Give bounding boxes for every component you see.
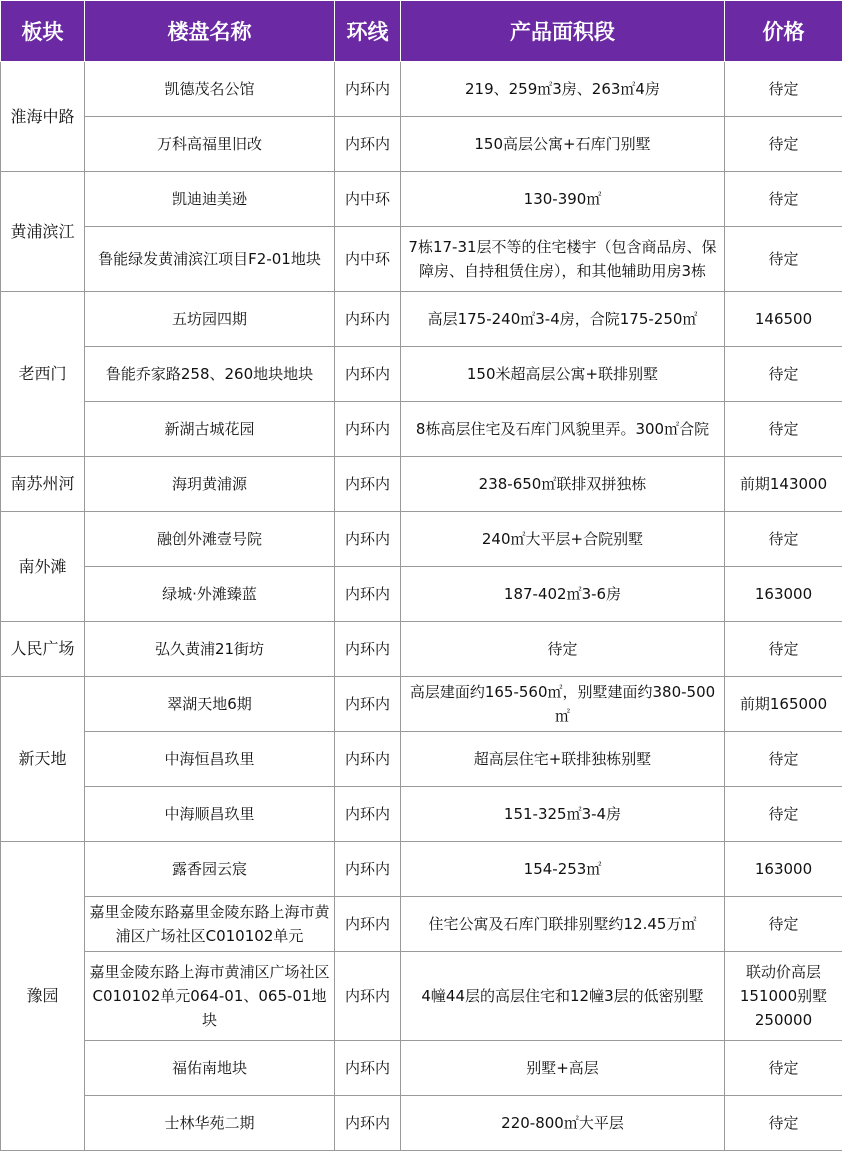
area-cell: 130-390㎡ bbox=[401, 172, 725, 227]
ring-cell: 内环内 bbox=[335, 402, 401, 457]
region-cell: 黄浦滨江 bbox=[1, 172, 85, 292]
project-name-cell: 万科高福里旧改 bbox=[85, 117, 335, 172]
project-name-cell: 翠湖天地6期 bbox=[85, 677, 335, 732]
ring-cell: 内环内 bbox=[335, 732, 401, 787]
price-cell: 联动价高层151000别墅250000 bbox=[725, 952, 842, 1041]
ring-cell: 内中环 bbox=[335, 227, 401, 292]
project-name-cell: 露香园云宸 bbox=[85, 842, 335, 897]
header-ring-road: 环线 bbox=[335, 1, 401, 62]
area-cell: 187-402㎡3-6房 bbox=[401, 567, 725, 622]
project-name-cell: 嘉里金陵东路嘉里金陵东路上海市黄浦区广场社区C010102单元 bbox=[85, 897, 335, 952]
area-cell: 7栋17-31层不等的住宅楼宇（包含商品房、保障房、自持租赁住房），和其他辅助用房3栋 bbox=[401, 227, 725, 292]
project-name-cell: 鲁能绿发黄浦滨江项目F2-01地块 bbox=[85, 227, 335, 292]
table-row bbox=[1, 512, 842, 567]
table-row bbox=[1, 622, 842, 677]
project-name-cell: 凯德茂名公馆 bbox=[85, 62, 335, 117]
project-name-cell: 融创外滩壹号院 bbox=[85, 512, 335, 567]
table-row bbox=[1, 952, 842, 1041]
area-cell: 8栋高层住宅及石库门风貌里弄。300㎡合院 bbox=[401, 402, 725, 457]
table-row bbox=[1, 1096, 842, 1151]
area-cell: 别墅+高层 bbox=[401, 1041, 725, 1096]
ring-cell: 内环内 bbox=[335, 1041, 401, 1096]
ring-cell: 内环内 bbox=[335, 1096, 401, 1151]
area-cell: 220-800㎡大平层 bbox=[401, 1096, 725, 1151]
header-project-name: 楼盘名称 bbox=[85, 1, 335, 62]
area-cell: 高层175-240㎡3-4房，合院175-250㎡ bbox=[401, 292, 725, 347]
area-cell: 4幢44层的高层住宅和12幢3层的低密别墅 bbox=[401, 952, 725, 1041]
area-cell: 待定 bbox=[401, 622, 725, 677]
area-cell: 150米超高层公寓+联排别墅 bbox=[401, 347, 725, 402]
area-cell: 238-650㎡联排双拼独栋 bbox=[401, 457, 725, 512]
area-cell: 150高层公寓+石库门别墅 bbox=[401, 117, 725, 172]
area-cell: 240㎡大平层+合院别墅 bbox=[401, 512, 725, 567]
ring-cell: 内环内 bbox=[335, 897, 401, 952]
region-cell: 淮海中路 bbox=[1, 62, 85, 172]
project-name-cell: 中海顺昌玖里 bbox=[85, 787, 335, 842]
project-name-cell: 绿城·外滩臻蓝 bbox=[85, 567, 335, 622]
area-cell: 高层建面约165-560㎡，别墅建面约380-500㎡ bbox=[401, 677, 725, 732]
price-cell: 待定 bbox=[725, 62, 842, 117]
table-row bbox=[1, 172, 842, 227]
region-cell: 南外滩 bbox=[1, 512, 85, 622]
region-cell: 老西门 bbox=[1, 292, 85, 457]
price-cell: 待定 bbox=[725, 512, 842, 567]
table-row bbox=[1, 897, 842, 952]
price-cell: 待定 bbox=[725, 1041, 842, 1096]
header-region: 板块 bbox=[1, 1, 85, 62]
table-row bbox=[1, 567, 842, 622]
ring-cell: 内环内 bbox=[335, 842, 401, 897]
ring-cell: 内环内 bbox=[335, 117, 401, 172]
price-cell: 待定 bbox=[725, 227, 842, 292]
table-row bbox=[1, 1041, 842, 1096]
price-cell: 待定 bbox=[725, 117, 842, 172]
table-row bbox=[1, 677, 842, 732]
region-cell: 豫园 bbox=[1, 842, 85, 1151]
project-name-cell: 凯迪迪美逊 bbox=[85, 172, 335, 227]
region-cell: 新天地 bbox=[1, 677, 85, 842]
header-price: 价格 bbox=[725, 1, 842, 62]
ring-cell: 内环内 bbox=[335, 677, 401, 732]
price-cell: 前期143000 bbox=[725, 457, 842, 512]
table-row bbox=[1, 732, 842, 787]
ring-cell: 内环内 bbox=[335, 787, 401, 842]
ring-cell: 内环内 bbox=[335, 457, 401, 512]
ring-cell: 内环内 bbox=[335, 512, 401, 567]
ring-cell: 内环内 bbox=[335, 62, 401, 117]
ring-cell: 内环内 bbox=[335, 292, 401, 347]
ring-cell: 内环内 bbox=[335, 622, 401, 677]
area-cell: 219、259㎡3房、263㎡4房 bbox=[401, 62, 725, 117]
price-cell: 146500 bbox=[725, 292, 842, 347]
price-cell: 前期165000 bbox=[725, 677, 842, 732]
project-name-cell: 新湖古城花园 bbox=[85, 402, 335, 457]
table-row bbox=[1, 842, 842, 897]
ring-cell: 内环内 bbox=[335, 347, 401, 402]
region-cell: 人民广场 bbox=[1, 622, 85, 677]
table-row bbox=[1, 117, 842, 172]
price-cell: 163000 bbox=[725, 567, 842, 622]
price-cell: 待定 bbox=[725, 622, 842, 677]
project-name-cell: 福佑南地块 bbox=[85, 1041, 335, 1096]
area-cell: 住宅公寓及石库门联排别墅约12.45万㎡ bbox=[401, 897, 725, 952]
project-name-cell: 士林华苑二期 bbox=[85, 1096, 335, 1151]
price-cell: 待定 bbox=[725, 347, 842, 402]
table-row bbox=[1, 457, 842, 512]
price-cell: 待定 bbox=[725, 787, 842, 842]
price-cell: 待定 bbox=[725, 732, 842, 787]
project-name-cell: 鲁能乔家路258、260地块地块 bbox=[85, 347, 335, 402]
price-cell: 待定 bbox=[725, 172, 842, 227]
region-cell: 南苏州河 bbox=[1, 457, 85, 512]
table-row bbox=[1, 347, 842, 402]
area-cell: 151-325㎡3-4房 bbox=[401, 787, 725, 842]
header-area-range: 产品面积段 bbox=[401, 1, 725, 62]
project-name-cell: 弘久黄浦21街坊 bbox=[85, 622, 335, 677]
ring-cell: 内中环 bbox=[335, 172, 401, 227]
table-row bbox=[1, 227, 842, 292]
price-cell: 待定 bbox=[725, 1096, 842, 1151]
table-row bbox=[1, 402, 842, 457]
project-name-cell: 海玥黄浦源 bbox=[85, 457, 335, 512]
area-cell: 超高层住宅+联排独栋别墅 bbox=[401, 732, 725, 787]
project-name-cell: 嘉里金陵东路上海市黄浦区广场社区C010102单元064-01、065-01地块 bbox=[85, 952, 335, 1041]
table-row bbox=[1, 787, 842, 842]
ring-cell: 内环内 bbox=[335, 952, 401, 1041]
price-cell: 待定 bbox=[725, 402, 842, 457]
price-cell: 待定 bbox=[725, 897, 842, 952]
table-header-row bbox=[1, 1, 842, 62]
project-name-cell: 五坊园四期 bbox=[85, 292, 335, 347]
table-row bbox=[1, 292, 842, 347]
area-cell: 154-253㎡ bbox=[401, 842, 725, 897]
project-name-cell: 中海恒昌玖里 bbox=[85, 732, 335, 787]
table-row bbox=[1, 62, 842, 117]
price-cell: 163000 bbox=[725, 842, 842, 897]
ring-cell: 内环内 bbox=[335, 567, 401, 622]
